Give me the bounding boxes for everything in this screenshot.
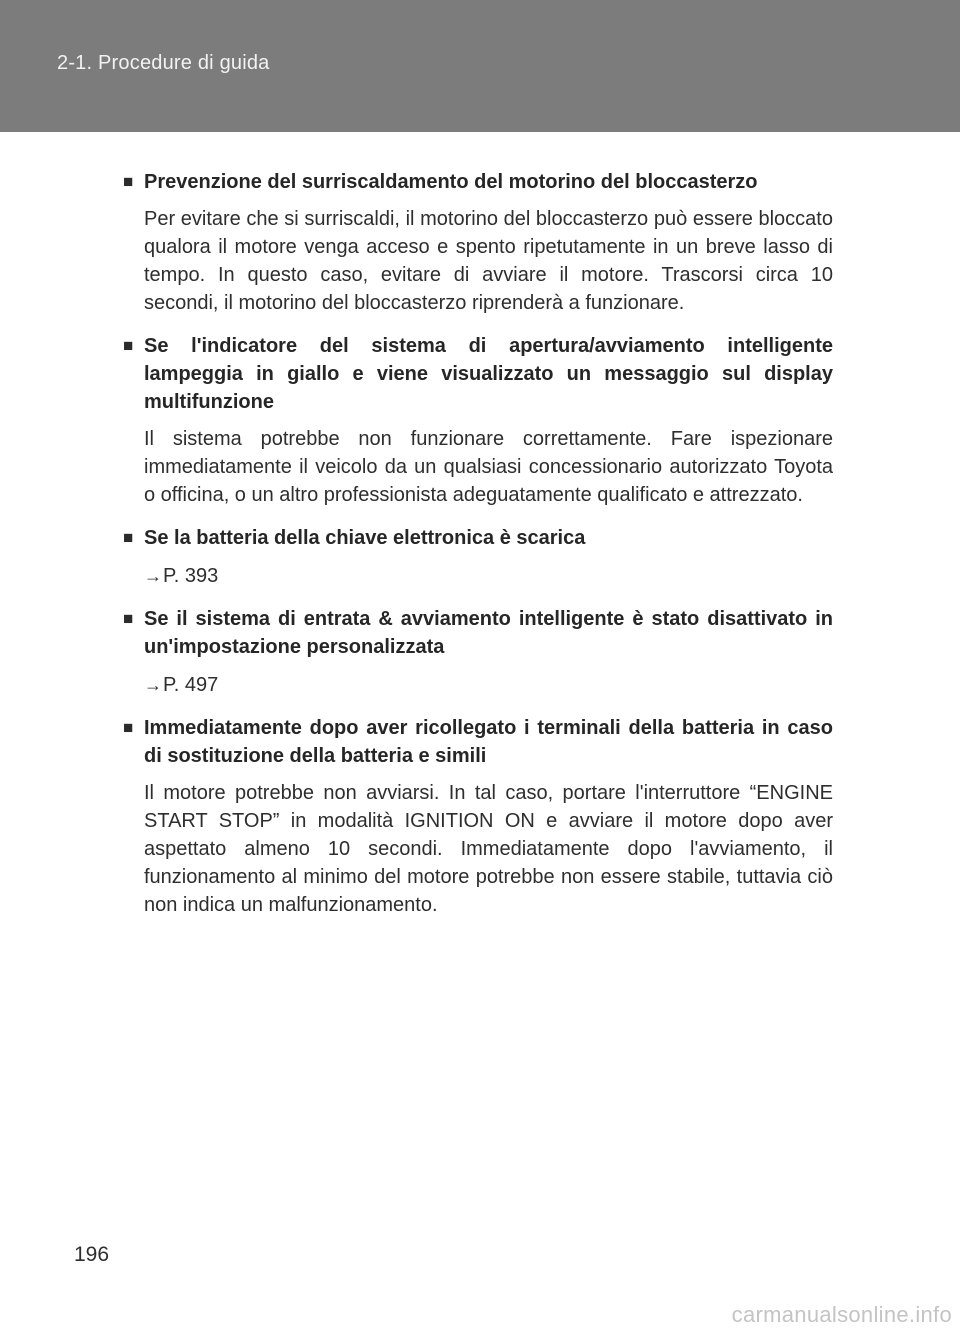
- page-reference-text: P. 393: [163, 565, 219, 587]
- section-heading: [123, 168, 833, 196]
- arrow-right-icon: →: [144, 566, 162, 586]
- square-bullet-icon: ■: [123, 609, 134, 628]
- section-key-battery: [123, 524, 833, 590]
- square-bullet-icon: ■: [123, 172, 134, 191]
- page-reference-text: P. 497: [163, 674, 219, 696]
- section-steering-lock-motor: [123, 168, 833, 317]
- section-heading-text: Immediatamente dopo aver ricollegato i terminali della batteria in caso di sostituzione della batteria e simili: [144, 717, 833, 767]
- arrow-right-icon: →: [144, 675, 162, 695]
- section-system-disabled: [123, 605, 833, 699]
- section-heading: [123, 605, 833, 661]
- watermark-text: carmanualsonline.info: [731, 1302, 952, 1327]
- section-heading: [123, 714, 833, 770]
- square-bullet-icon: ■: [123, 336, 134, 355]
- section-breadcrumb: 2-1. Procedure di guida: [57, 52, 270, 74]
- section-heading-text: Se l'indicatore del sistema di apertura/avviamento intelligente lampeggia in giallo e viene visualizzato un messaggio sul display multifunzione: [144, 335, 833, 413]
- section-heading: [123, 332, 833, 416]
- section-indicator-blinking: [123, 332, 833, 509]
- section-battery-reconnect: [123, 714, 833, 919]
- page-content: [123, 168, 833, 934]
- page-reference-link[interactable]: [144, 671, 833, 699]
- square-bullet-icon: ■: [123, 718, 134, 737]
- section-body: Per evitare che si surriscaldi, il motorino del bloccasterzo può essere bloccato qualora il motore venga acceso e spento ripetutamente in un breve lasso di tempo. In questo caso, evitare di avviare il motore. Trascorsi circa 10 secondi, il motorino del bloccasterzo riprenderà a funzionare.: [144, 208, 833, 314]
- page-header: [0, 0, 960, 132]
- square-bullet-icon: ■: [123, 528, 134, 547]
- section-body: Il sistema potrebbe non funzionare correttamente. Fare ispezionare immediatamente il veicolo da un qualsiasi concessionario autorizzato Toyota o officina, o un altro professionista adeguatamente qualificato e attrezzato.: [144, 428, 833, 506]
- page-number: 196: [74, 1243, 110, 1266]
- section-heading: [123, 524, 833, 552]
- section-heading-text: Se la batteria della chiave elettronica è scarica: [144, 527, 586, 549]
- section-body: Il motore potrebbe non avviarsi. In tal caso, portare l'interruttore “ENGINE START STOP” in modalità IGNITION ON e avviare il motore dopo aver aspettato almeno 10 secondi. Immediatamente dopo l'avviamento, il funzionamento al minimo del motore potrebbe non essere stabile, tuttavia ciò non indica un malfunzionamento.: [144, 782, 833, 916]
- section-heading-text: Se il sistema di entrata & avviamento intelligente è stato disattivato in un'impostazione personalizzata: [144, 608, 833, 658]
- section-heading-text: Prevenzione del surriscaldamento del motorino del bloccasterzo: [144, 171, 758, 193]
- page-reference-link[interactable]: [144, 562, 833, 590]
